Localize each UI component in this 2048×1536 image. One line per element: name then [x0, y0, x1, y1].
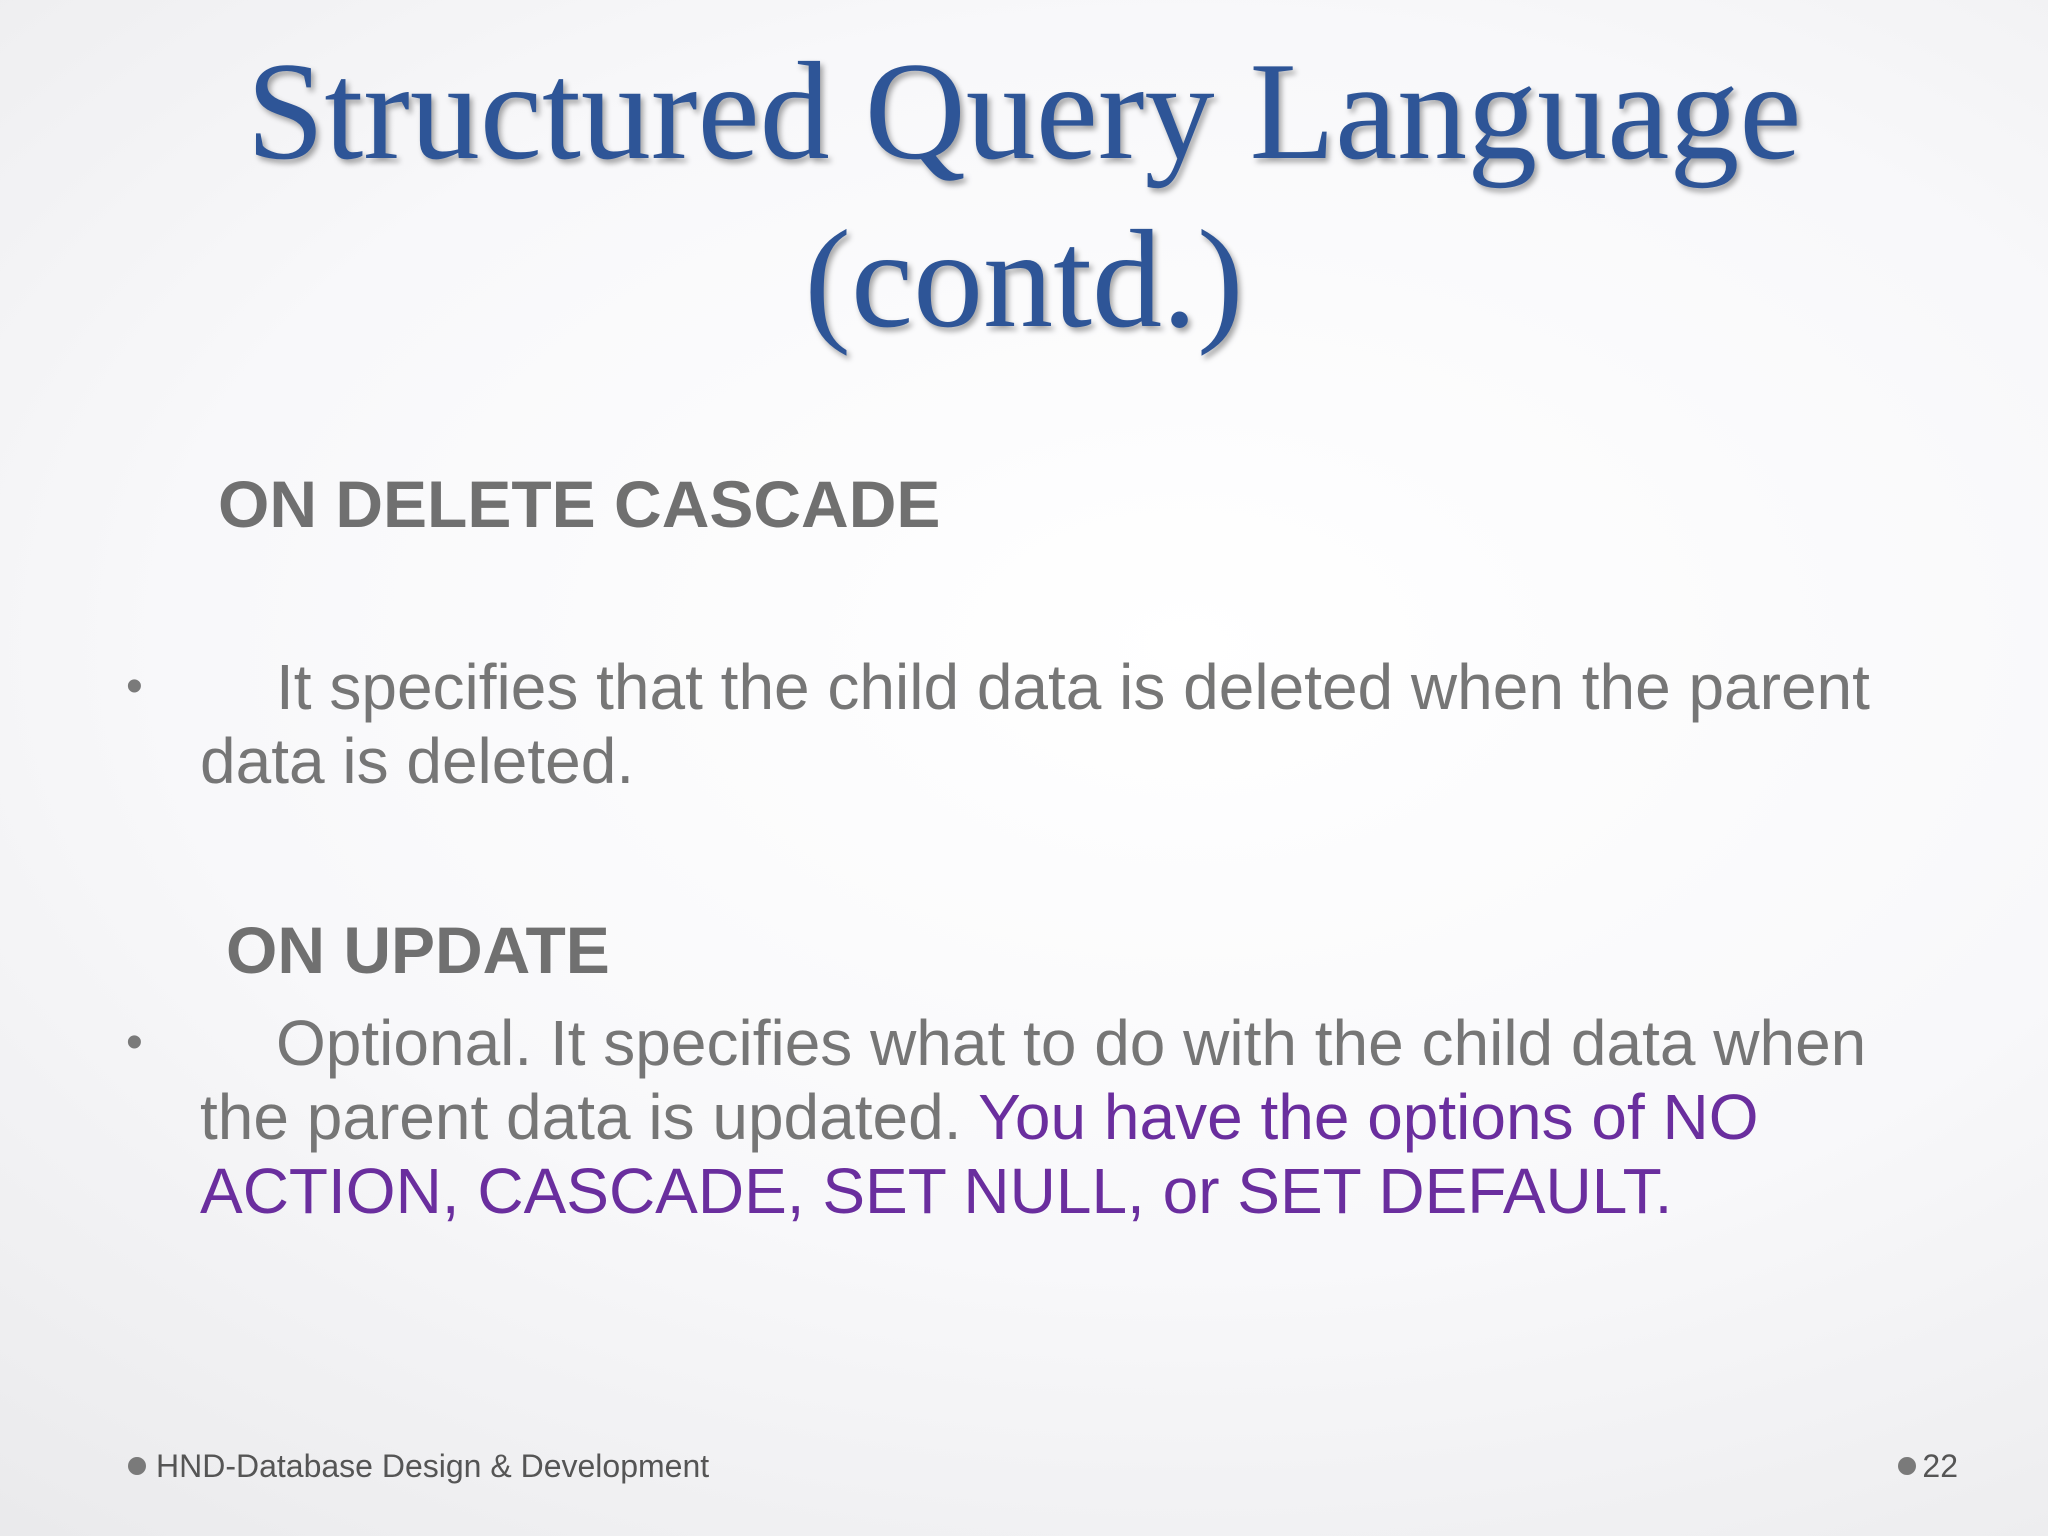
heading-on-delete-cascade: ON DELETE CASCADE	[218, 467, 941, 541]
bullet-item-on-delete	[126, 650, 1960, 798]
bullet-text-on-delete: It specifies that the child data is deleted when the parent data is deleted.	[200, 651, 1870, 797]
bullet-item-on-update	[126, 1006, 1960, 1228]
page-number-text: 22	[1922, 1448, 1958, 1484]
heading-on-update: ON UPDATE	[226, 913, 610, 987]
footer-page-number	[1898, 1446, 1958, 1486]
slide-title-line-1: Structured Query Language	[246, 34, 1802, 189]
bullet-highlight-options: You have the options of NO ACTION, CASCADE, SET NULL, or SET DEFAULT.	[200, 1081, 1759, 1227]
slide-title	[0, 28, 2048, 364]
footer-bullet-icon	[128, 1457, 146, 1475]
footer-bullet-icon	[1898, 1457, 1916, 1475]
bullet-icon: •	[126, 1016, 143, 1069]
footer-course-label	[128, 1446, 709, 1486]
bullet-text-on-update: Optional. It specifies what to do with the child data when the parent data is updated.	[200, 1007, 1867, 1153]
footer-course-text: HND-Database Design & Development	[156, 1448, 710, 1484]
slide-title-line-2: (contd.)	[804, 202, 1244, 357]
bullet-icon: •	[126, 660, 143, 713]
